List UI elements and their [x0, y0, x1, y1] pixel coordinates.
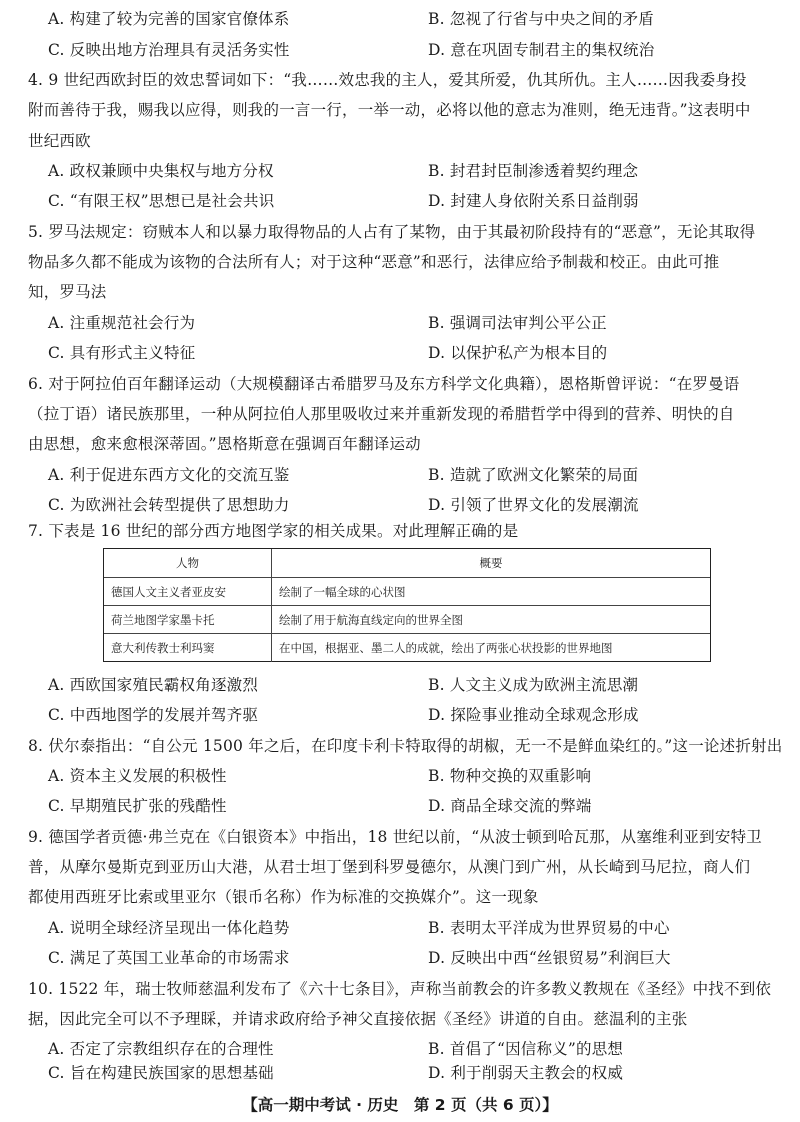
q6-stem-line: （拉丁语）诸民族那里，一种从阿拉伯人那里吸收过来并重新发现的希腊哲学中得到的营养、明快的自: [28, 405, 735, 423]
table-cell-summary: 绘制了一幅全球的心状图: [279, 585, 406, 599]
q8-option-c: C. 早期殖民扩张的残酷性: [48, 797, 227, 815]
q6-stem-line: 6. 对于阿拉伯百年翻译运动（大规模翻译古希腊罗马及东方科学文化典籍），恩格斯曾评说：“在罗曼语: [28, 375, 740, 393]
q5-option-c: C. 具有形式主义特征: [48, 344, 196, 362]
table-cell-person: 德国人文主义者亚皮安: [104, 578, 272, 606]
q5-stem-line: 物品多久都不能成为该物的合法所有人；对于这种“恶意”和恶行，法律应给予制裁和校正。由此可推: [28, 253, 720, 271]
q10-option-c: C. 旨在构建民族国家的思想基础: [48, 1064, 274, 1082]
q4-option-c: C. “有限王权”思想已是社会共识: [48, 192, 275, 210]
table-cell-summary: 在中国，根据亚、墨二人的成就，绘出了两张心状投影的世界地图: [279, 641, 613, 655]
q8-option-a: A. 资本主义发展的积极性: [48, 767, 227, 785]
table-row: [104, 577, 710, 606]
q4-option-a: A. 政权兼顾中央集权与地方分权: [48, 162, 274, 180]
q7-option-a: A. 西欧国家殖民霸权角逐激烈: [48, 676, 259, 694]
q5-stem-line: 5. 罗马法规定：窃贼本人和以暴力取得物品的人占有了某物，由于其最初阶段持有的“恶意”，无论其取得: [28, 223, 756, 241]
q7-option-d: D. 探险事业推动全球观念形成: [428, 706, 639, 724]
q3-option-d: D. 意在巩固专制君主的集权统治: [428, 41, 655, 59]
table-row: [104, 605, 710, 634]
q5-option-d: D. 以保护私产为根本目的: [428, 344, 608, 362]
q10-stem-line: 据，因此完全可以不予理睬，并请求政府给予神父直接依据《圣经》讲道的自由。慈温利的主张: [28, 1010, 688, 1028]
q7-option-b: B. 人文主义成为欧洲主流思潮: [428, 676, 639, 694]
table-row: [104, 633, 710, 662]
q9-stem-line: 普，从摩尔曼斯克到亚历山大港，从君士坦丁堡到科罗曼德尔，从澳门到广州，从长崎到马尼拉，商人们: [28, 858, 751, 876]
mapmakers-table: [103, 548, 711, 662]
q6-option-a: A. 利于促进东西方文化的交流互鉴: [48, 466, 290, 484]
q6-option-b: B. 造就了欧洲文化繁荣的局面: [428, 466, 639, 484]
q4-stem-line: 4. 9 世纪西欧封臣的效忠誓词如下：“我……效忠我的主人，爱其所爱，仇其所仇。主人……因我委身投: [28, 71, 747, 89]
q7-option-c: C. 中西地图学的发展并驾齐驱: [48, 706, 259, 724]
q6-option-c: C. 为欧洲社会转型提供了思想助力: [48, 496, 290, 514]
q4-option-b: B. 封君封臣制渗透着契约理念: [428, 162, 639, 180]
table-header-row: [104, 549, 710, 577]
table-cell-person: 意大利传教士利玛窦: [104, 634, 272, 662]
q10-option-a: A. 否定了宗教组织存在的合理性: [48, 1040, 274, 1058]
q9-stem-line: 都使用西班牙比索或里亚尔（银币名称）作为标准的交换媒介”。这一现象: [28, 888, 539, 906]
q9-option-d: D. 反映出中西“丝银贸易”利润巨大: [428, 949, 671, 967]
q3-option-b: B. 忽视了行省与中央之间的矛盾: [428, 10, 654, 28]
table-header-person: 人物: [104, 549, 272, 577]
q5-option-b: B. 强调司法审判公平公正: [428, 314, 607, 332]
q5-option-a: A. 注重规范社会行为: [48, 314, 196, 332]
table-cell-summary: 绘制了用于航海直线定向的世界全图: [279, 613, 463, 627]
table-cell-person: 荷兰地图学家墨卡托: [104, 606, 272, 634]
q5-stem-line: 知，罗马法: [28, 283, 107, 301]
q9-option-b: B. 表明太平洋成为世界贸易的中心: [428, 919, 670, 937]
q8-option-d: D. 商品全球交流的弊端: [428, 797, 592, 815]
q9-option-a: A. 说明全球经济呈现出一体化趋势: [48, 919, 290, 937]
q7-stem-line: 7. 下表是 16 世纪的部分西方地图学家的相关成果。对此理解正确的是: [28, 522, 519, 540]
q10-option-b: B. 首倡了“因信称义”的思想: [428, 1040, 624, 1058]
q9-option-c: C. 满足了英国工业革命的市场需求: [48, 949, 290, 967]
q8-stem-line: 8. 伏尔泰指出：“自公元 1500 年之后，在印度卡利卡特取得的胡椒，无一不是鲜血染红的。”这一论述折射出: [28, 737, 783, 755]
page-footer: 【高一期中考试 · 历史 第 2 页（共 6 页）】: [242, 1096, 558, 1114]
q4-stem-line: 附而善待于我，赐我以应得，则我的一言一行，一举一动，必将以他的意志为准则，绝无违背。”这表明中: [28, 101, 751, 119]
q3-option-c: C. 反映出地方治理具有灵活务实性: [48, 41, 290, 59]
q8-option-b: B. 物种交换的双重影响: [428, 767, 592, 785]
q6-option-d: D. 引领了世界文化的发展潮流: [428, 496, 639, 514]
q3-option-a: A. 构建了较为完善的国家官僚体系: [48, 10, 290, 28]
q4-option-d: D. 封建人身依附关系日益削弱: [428, 192, 639, 210]
q9-stem-line: 9. 德国学者贡德·弗兰克在《白银资本》中指出，18 世纪以前，“从波士顿到哈瓦那，从塞维利亚到安特卫: [28, 828, 762, 846]
table-header-summary: 概要: [479, 556, 503, 570]
q10-option-d: D. 利于削弱天主教会的权威: [428, 1064, 624, 1082]
q10-stem-line: 10. 1522 年，瑞士牧师慈温利发布了《六十七条目》，声称当前教会的许多教义教规在《圣经》中找不到依: [28, 980, 772, 998]
q6-stem-line: 由思想，愈来愈根深蒂固。”恩格斯意在强调百年翻译运动: [28, 435, 421, 453]
q4-stem-line: 世纪西欧: [28, 132, 91, 150]
